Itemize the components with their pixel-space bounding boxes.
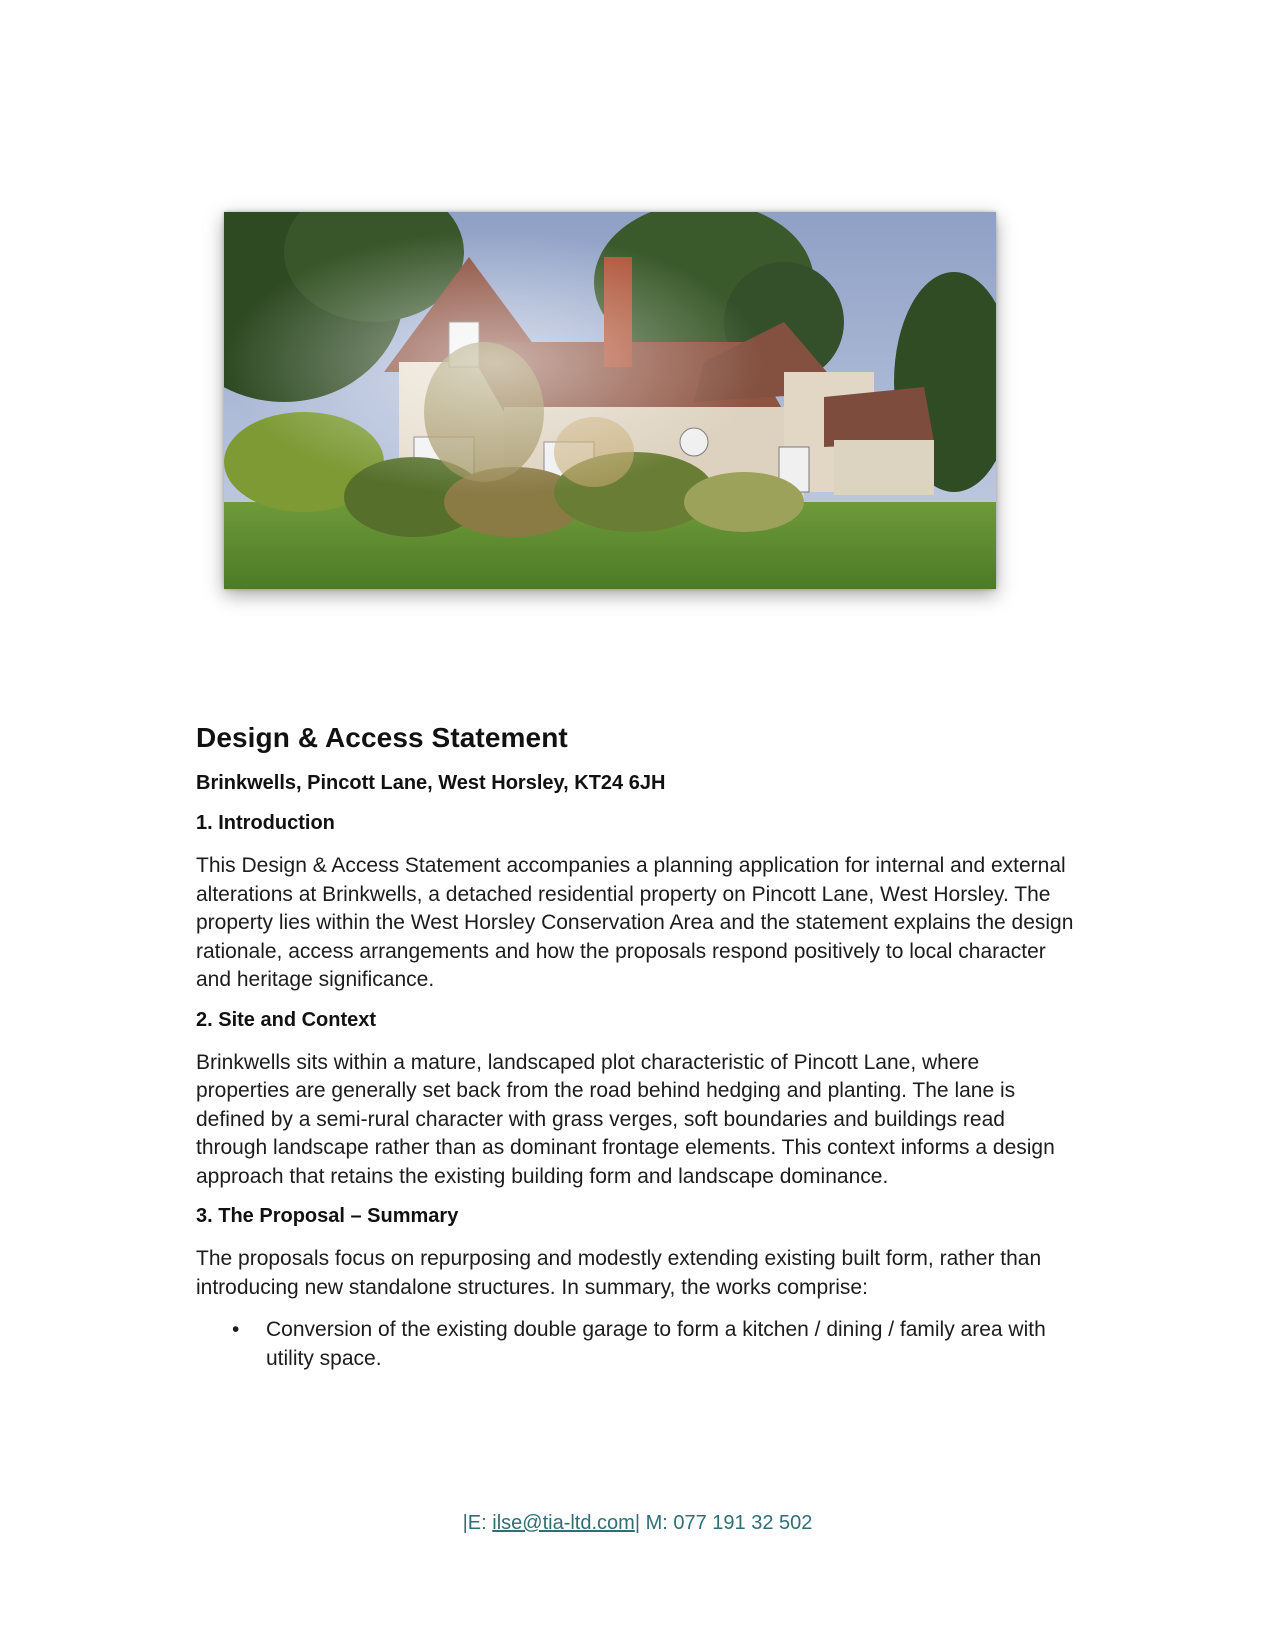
section-heading-introduction: 1. Introduction (196, 812, 335, 834)
section-paragraph-site-context: Brinkwells sits within a mature, landscaped plot characteristic of Pincott Lane, where properties are generally set back from the road behind hedging and planting. The lane is defined by a semi-rural character with grass verges, soft boundaries and buildings read through landscape rather than as dominant frontage elements. This context informs a design approach that retains the existing building form and landscape dominance. (196, 1050, 1055, 1188)
section-paragraph-proposal: The proposals focus on repurposing and modestly extending existing built form, rather than introducing new standalone structures. In summary, the works comprise: (196, 1247, 1042, 1299)
document-body (196, 722, 1076, 1373)
footer-phone: | M: 077 191 32 502 (634, 1512, 813, 1534)
bullet-icon: • (232, 1318, 240, 1341)
list-item (196, 1316, 1076, 1373)
footer-email-label: |E: (462, 1512, 493, 1534)
proposal-bullet-list (196, 1316, 1076, 1373)
list-item-text: Conversion of the existing double garage to form a kitchen / dining / family area with utility space. (266, 1318, 1046, 1370)
footer-contact (0, 1512, 1275, 1535)
property-address: Brinkwells, Pincott Lane, West Horsley, KT24 6JH (196, 772, 666, 794)
house-photo-image (224, 212, 996, 589)
section-paragraph-introduction: This Design & Access Statement accompanies a planning application for internal and external alterations at Brinkwells, a detached residential property on Pincott Lane, West Horsley. The property lies within the West Horsley Conservation Area and the statement explains the design rationale, access arrangements and how the proposals respond positively to local character and heritage significance. (196, 854, 1074, 991)
section-heading-proposal: 3. The Proposal – Summary (196, 1205, 459, 1227)
page-title: Design & Access Statement (196, 722, 568, 753)
house-photo (224, 212, 996, 589)
email-link[interactable]: ilse@tia-ltd.com (492, 1512, 635, 1534)
section-heading-site-context: 2. Site and Context (196, 1008, 377, 1031)
